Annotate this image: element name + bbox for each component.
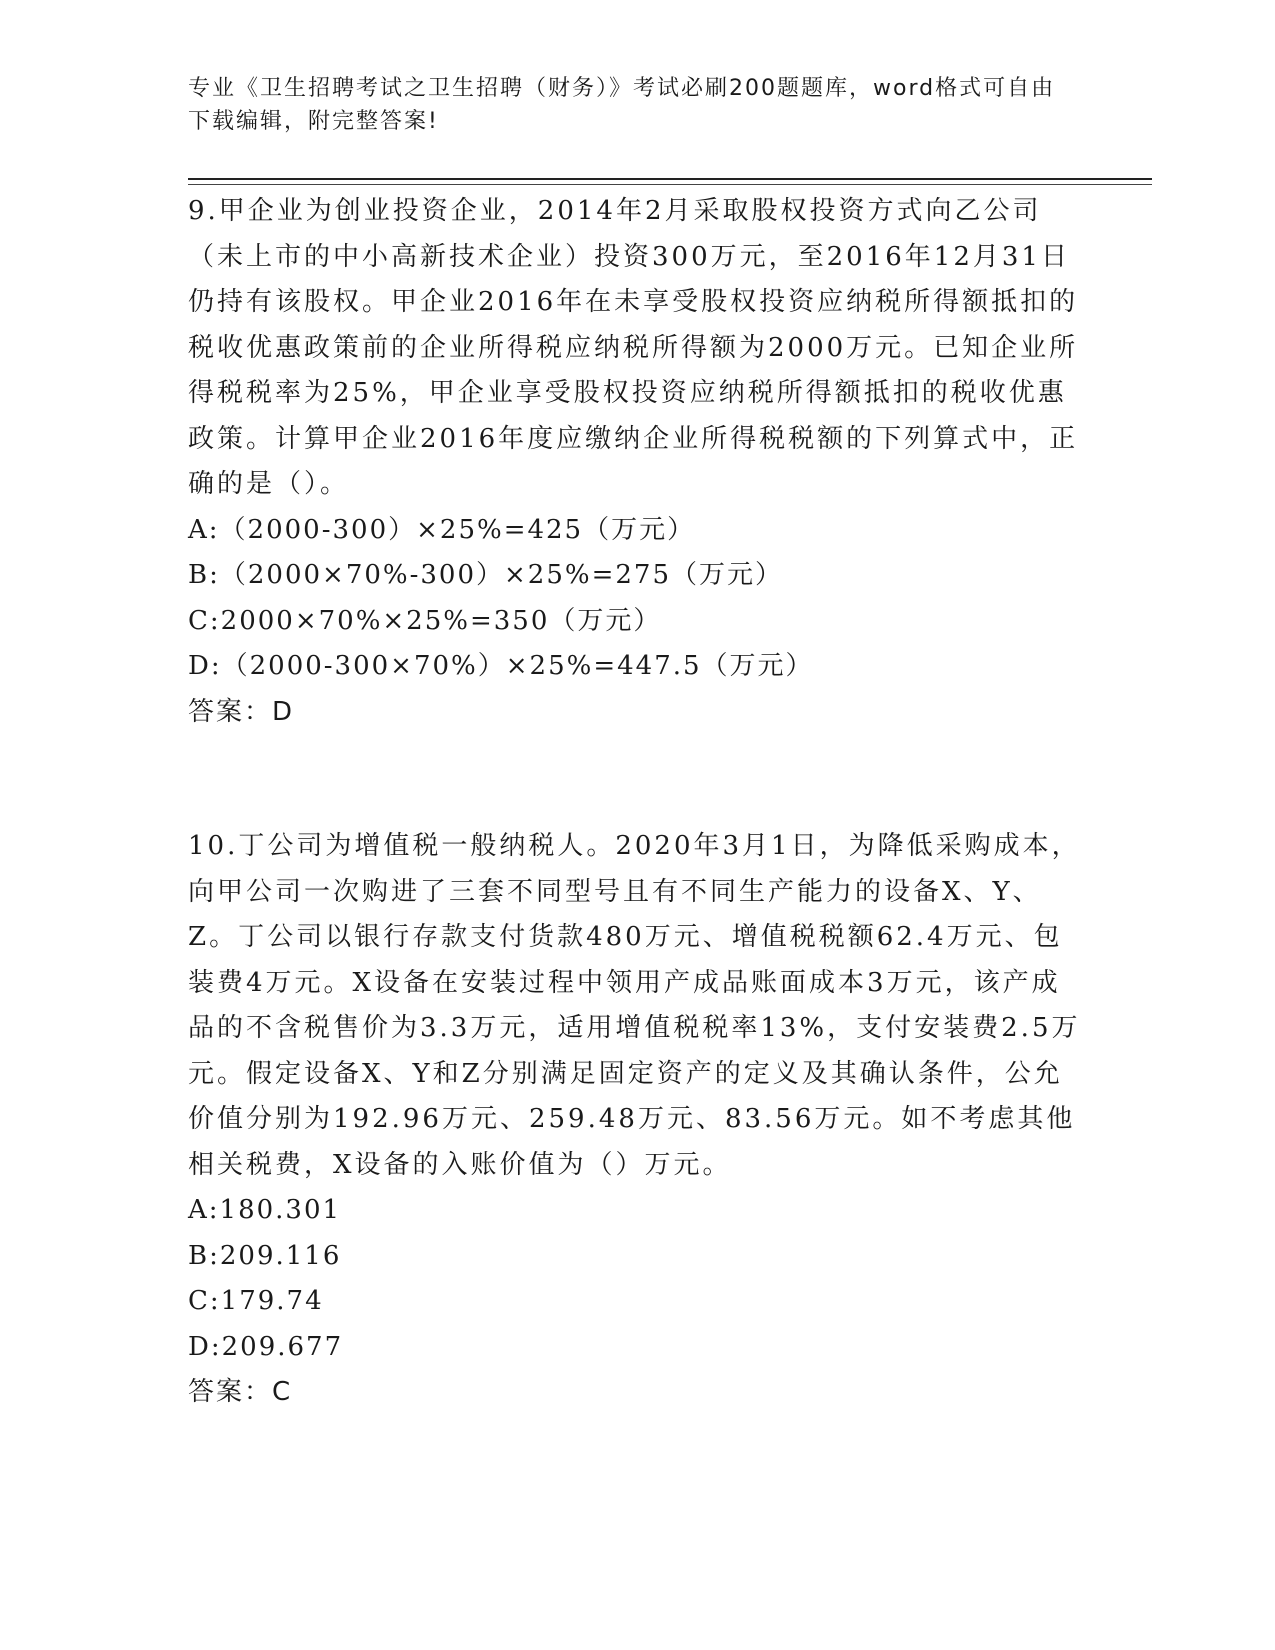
answer-label: 答案：D — [188, 696, 295, 727]
question-stem: 10.丁公司为增值税一般纳税人。2020年3月1日，为降低采购成本，向甲公司一次购进了三套不同型号且有不同生产能力的设备X、Y、Z。丁公司以银行存款支付货款480万元、增值税税额62.4万元、包装费4万元。X设备在安装过程中领用产成品账面成本3万元，该产成品的不含税售价为3.3万元，适用增值税税率13%，支付安装费2.5万元。假定设备X、Y和Z分别满足固定资产的定义及其确认条件，公允价值分别为192.96万元、259.48万元、83.56万元。如不考虑其他相关税费，X设备的入账价值为（）万元。 — [188, 831, 1081, 1180]
option-d: D:209.677 — [188, 1331, 344, 1362]
option-a: A:（2000-300）×25%=425（万元） — [188, 514, 696, 545]
question-10 — [188, 824, 1088, 1416]
option-c: C:179.74 — [188, 1286, 324, 1316]
option-a: A:180.301 — [188, 1195, 342, 1225]
question-stem: 9.甲企业为创业投资企业，2014年2月采取股权投资方式向乙公司（未上市的中小高新技术企业）投资300万元，至2016年12月31日仍持有该股权。甲企业2016年在未享受股权投资应纳税所得额抵扣的税收优惠政策前的企业所得税应纳税所得额为2000万元。已知企业所得税税率为25%，甲企业享受股权投资应纳税所得额抵扣的税收优惠政策。计算甲企业2016年度应缴纳企业所得税税额的下列算式中，正确的是（）。 — [188, 196, 1079, 499]
question-9 — [188, 189, 1088, 735]
header-divider — [188, 178, 1152, 180]
option-c: C:2000×70%×25%=350（万元） — [188, 605, 662, 636]
header-divider-thin — [188, 184, 1152, 185]
option-d: D:（2000-300×70%）×25%=447.5（万元） — [188, 651, 814, 681]
option-b: B:209.116 — [188, 1240, 342, 1271]
answer-label: 答案：C — [188, 1377, 293, 1407]
document-header: 专业《卫生招聘考试之卫生招聘（财务）》考试必刷200题题库，word格式可自由下载编辑，附完整答案! — [188, 76, 1056, 134]
option-b: B:（2000×70%-300）×25%=275（万元） — [188, 560, 784, 590]
